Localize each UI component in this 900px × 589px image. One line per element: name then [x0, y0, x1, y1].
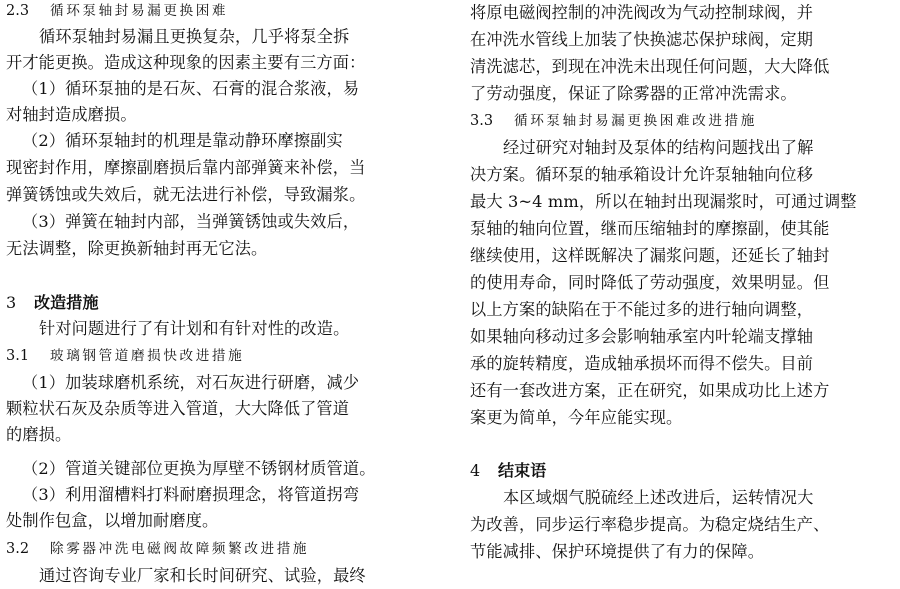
paragraph-line: 以上方案的缺陷在于不能过多的进行轴向调整，	[470, 300, 814, 319]
paragraph-line: 最大 3~4 mm，所以在轴封出现漏浆时，可通过调整	[470, 192, 857, 211]
paragraph-line: 节能减排、保护环境提供了有力的保障。	[470, 542, 765, 561]
paragraph-line: （3）弹簧在轴封内部，当弹簧锈蚀或失效后，	[22, 212, 360, 231]
paragraph-line: 将原电磁阀控制的冲洗阀改为气动控制球阀，并	[470, 3, 814, 22]
paragraph-line: 经过研究对轴封及泵体的结构问题找出了解	[503, 138, 814, 157]
paragraph-line: 本区域烟气脱硫经上述改进后，运转情况大	[503, 488, 814, 507]
paragraph-line: 还有一套改进方案，正在研究，如果成功比上述方	[470, 381, 830, 400]
paragraph-line: 决方案。循环泵的轴承箱设计允许泵轴轴向位移	[470, 165, 814, 184]
paragraph-line: （3）利用溜槽料打料耐磨损理念，将管道拐弯	[22, 485, 360, 504]
paragraph-line: （2）管道关键部位更换为厚壁不锈钢材质管道。	[22, 459, 376, 478]
paragraph-line: 承的旋转精度，造成轴承损坏而得不偿失。目前	[470, 354, 814, 373]
paragraph-line: 清洗滤芯，到现在冲洗未出现任何问题，大大降低	[470, 57, 830, 76]
section-heading-3-1: 3.1 玻璃钢管道磨损快改进措施	[6, 348, 245, 364]
section-heading-4: 4 结束语	[470, 461, 547, 480]
paragraph-line: 的使用寿命，同时降低了劳动强度，效果明显。但	[470, 273, 830, 292]
paragraph-line: （1）加装球磨机系统，对石灰进行研磨，减少	[22, 373, 360, 392]
section-heading-3-2: 3.2 除雾器冲洗电磁阀故障频繁改进措施	[6, 541, 310, 557]
paragraph-line: 无法调整，除更换新轴封再无它法。	[6, 239, 268, 258]
paragraph-line: 现密封作用，摩擦副磨损后靠内部弹簧来补偿，当	[6, 158, 366, 177]
paragraph-line: 针对问题进行了有计划和有针对性的改造。	[39, 319, 350, 338]
paragraph-line: 案更为简单，今年应能实现。	[470, 408, 683, 427]
paragraph-line: 继续使用，这样既解决了漏浆问题，还延长了轴封	[470, 246, 830, 265]
paragraph-line: 的磨损。	[6, 425, 72, 444]
paragraph-line: 泵轴的轴向位置，继而压缩轴封的摩擦副，使其能	[470, 219, 830, 238]
paragraph-line: 弹簧锈蚀或失效后，就无法进行补偿，导致漏浆。	[6, 185, 366, 204]
section-heading-3-3: 3.3 循环泵轴封易漏更换困难改进措施	[470, 113, 757, 129]
paragraph-line: 为改善，同步运行率稳步提高。为稳定烧结生产、	[470, 515, 830, 534]
paragraph-line: 了劳动强度，保证了除雾器的正常冲洗需求。	[470, 84, 797, 103]
paragraph-line: 处制作包盒，以增加耐磨度。	[6, 511, 219, 530]
paragraph-line: （2）循环泵轴封的机理是靠动静环摩擦副实	[22, 131, 343, 150]
paragraph-line: 开才能更换。造成这种现象的因素主要有三方面：	[6, 53, 366, 72]
section-heading-3: 3 改造措施	[6, 293, 99, 312]
paragraph-line: 在冲洗水管线上加装了快换滤芯保护球阀，定期	[470, 30, 814, 49]
paragraph-line: 如果轴向移动过多会影响轴承室内叶轮端支撑轴	[470, 327, 814, 346]
section-heading-2-3: 2.3 循环泵轴封易漏更换困难	[6, 3, 229, 19]
paragraph-line: （1）循环泵抽的是石灰、石膏的混合浆液，易	[22, 79, 360, 98]
paragraph-line: 颗粒状石灰及杂质等进入管道，大大降低了管道	[6, 399, 350, 418]
paragraph-line: 通过咨询专业厂家和长时间研究、试验，最终	[39, 566, 366, 585]
paragraph-line: 循环泵轴封易漏且更换复杂，几乎将泵全拆	[39, 27, 350, 46]
paragraph-line: 对轴封造成磨损。	[6, 105, 137, 124]
